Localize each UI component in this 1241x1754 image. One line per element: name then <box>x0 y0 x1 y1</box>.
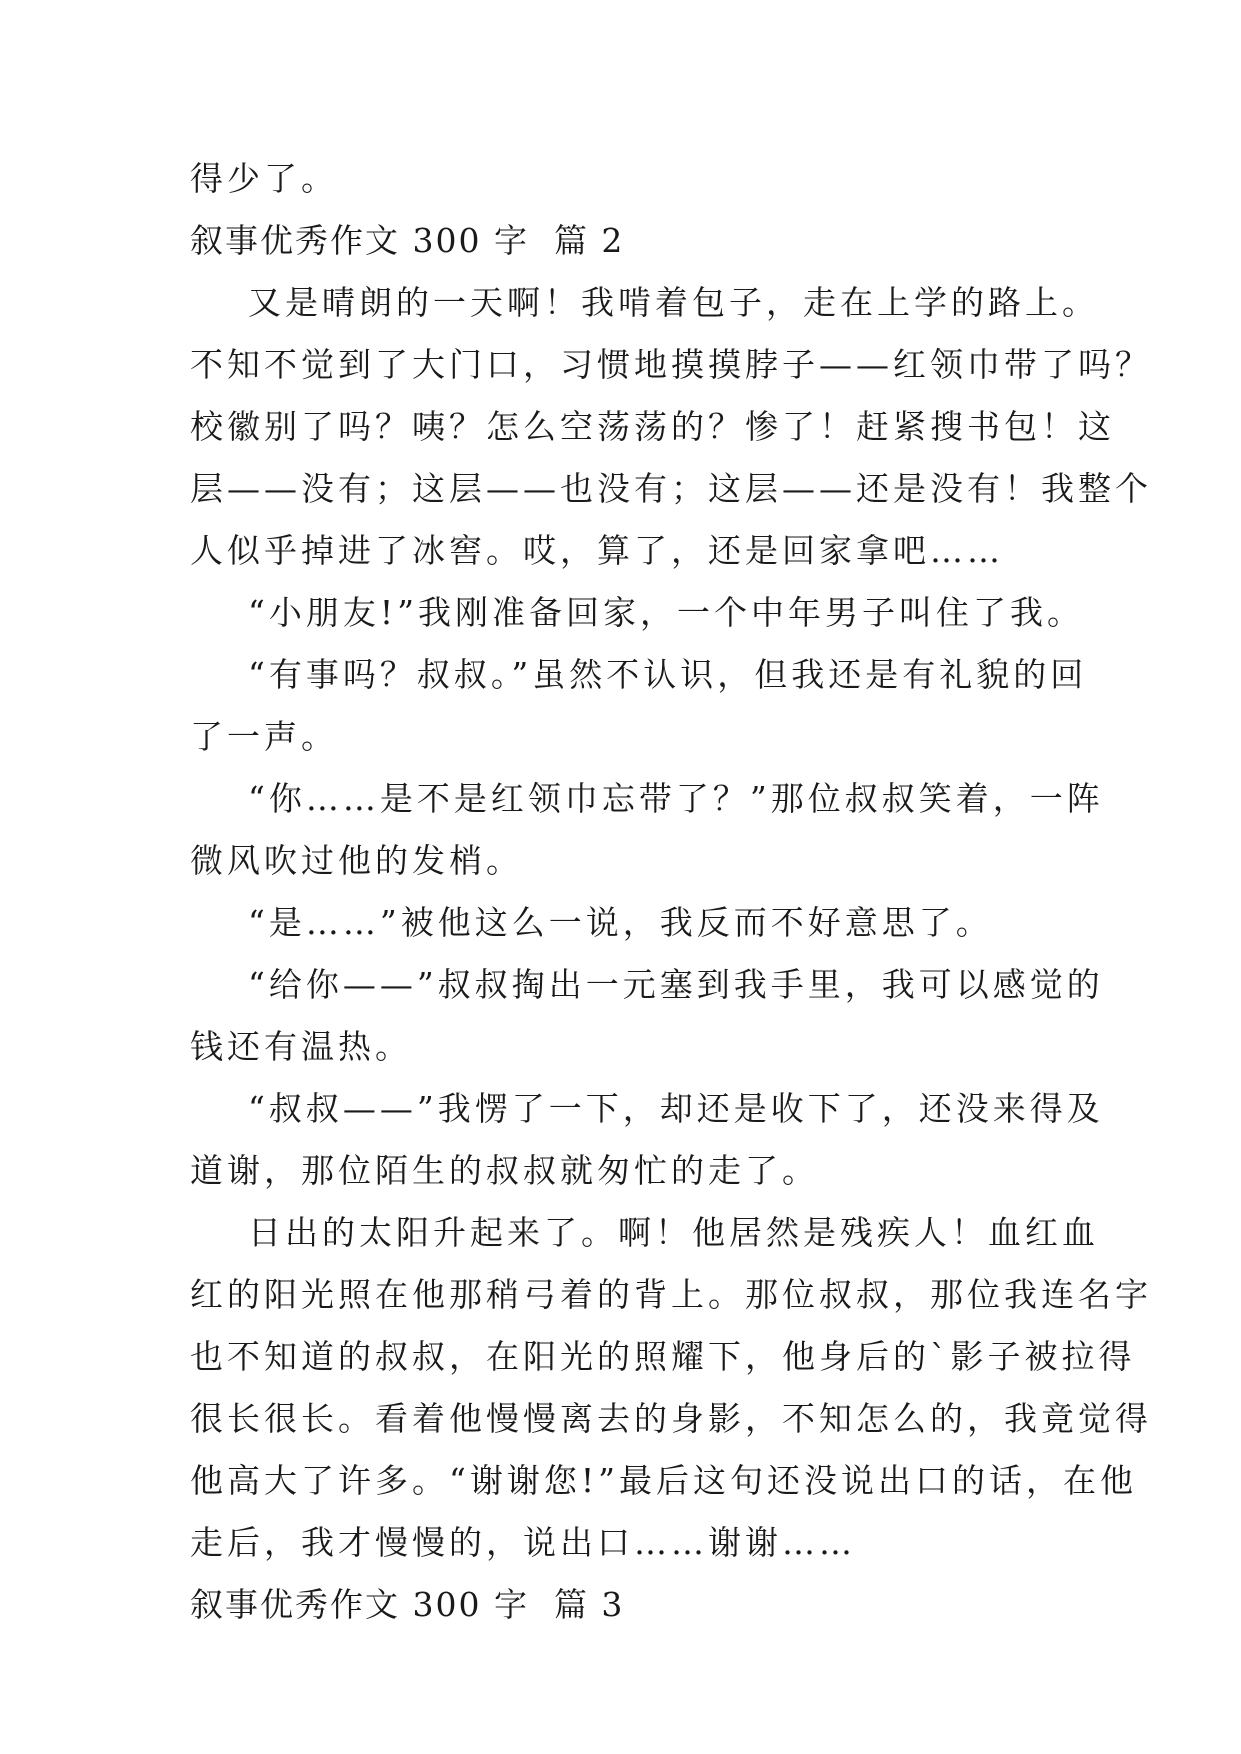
text-line: 他高大了许多。“谢谢您!”最后这句还没说出口的话，在他 <box>190 1461 1138 1500</box>
text-line: 人似乎掉进了冰窖。哎，算了，还是回家拿吧…… <box>190 531 1004 570</box>
section-heading: 叙事优秀作文 300 字 篇 2 <box>190 221 625 260</box>
text-line: “叔叔——”我愣了一下，却还是收下了，还没来得及 <box>190 1089 1104 1128</box>
text-line: 了一声。 <box>190 717 338 756</box>
text-line: “小朋友!”我刚准备回家，一个中年男子叫住了我。 <box>190 593 1084 632</box>
text-line: 日出的太阳升起来了。啊！他居然是残疾人！血红血 <box>190 1213 1099 1252</box>
text-line: “是……”被他这么一说，我反而不好意思了。 <box>190 903 993 942</box>
text-line: 走后，我才慢慢的，说出口……谢谢…… <box>190 1523 856 1562</box>
text-line: 校徽别了吗？咦？怎么空荡荡的？惨了！赶紧搜书包！这 <box>190 407 1115 446</box>
text-line: 得少了。 <box>190 159 338 198</box>
text-line: 层——没有；这层——也没有；这层——还是没有！我整个 <box>190 469 1152 508</box>
text-line: 红的阳光照在他那稍弓着的背上。那位叔叔，那位我连名字 <box>190 1275 1152 1314</box>
text-line: 不知不觉到了大门口，习惯地摸摸脖子——红领巾带了吗？ <box>190 345 1152 384</box>
text-line: 道谢，那位陌生的叔叔就匆忙的走了。 <box>190 1151 819 1190</box>
text-line: 微风吹过他的发梢。 <box>190 841 523 880</box>
section-heading: 叙事优秀作文 300 字 篇 3 <box>190 1585 625 1624</box>
document-body <box>190 148 1152 1636</box>
text-line: “有事吗？叔叔。”虽然不认识，但我还是有礼貌的回 <box>190 655 1088 694</box>
text-line: 钱还有温热。 <box>190 1027 412 1066</box>
text-line: 又是晴朗的一天啊！我啃着包子，走在上学的路上。 <box>190 283 1099 322</box>
text-line: “给你——”叔叔掏出一元塞到我手里，我可以感觉的 <box>190 965 1104 1004</box>
text-line: “你……是不是红领巾忘带了？”那位叔叔笑着，一阵 <box>190 779 1104 818</box>
text-line: 很长很长。看着他慢慢离去的身影，不知怎么的，我竟觉得 <box>190 1399 1152 1438</box>
text-line: 也不知道的叔叔，在阳光的照耀下，他身后的`影子被拉得 <box>190 1337 1136 1376</box>
